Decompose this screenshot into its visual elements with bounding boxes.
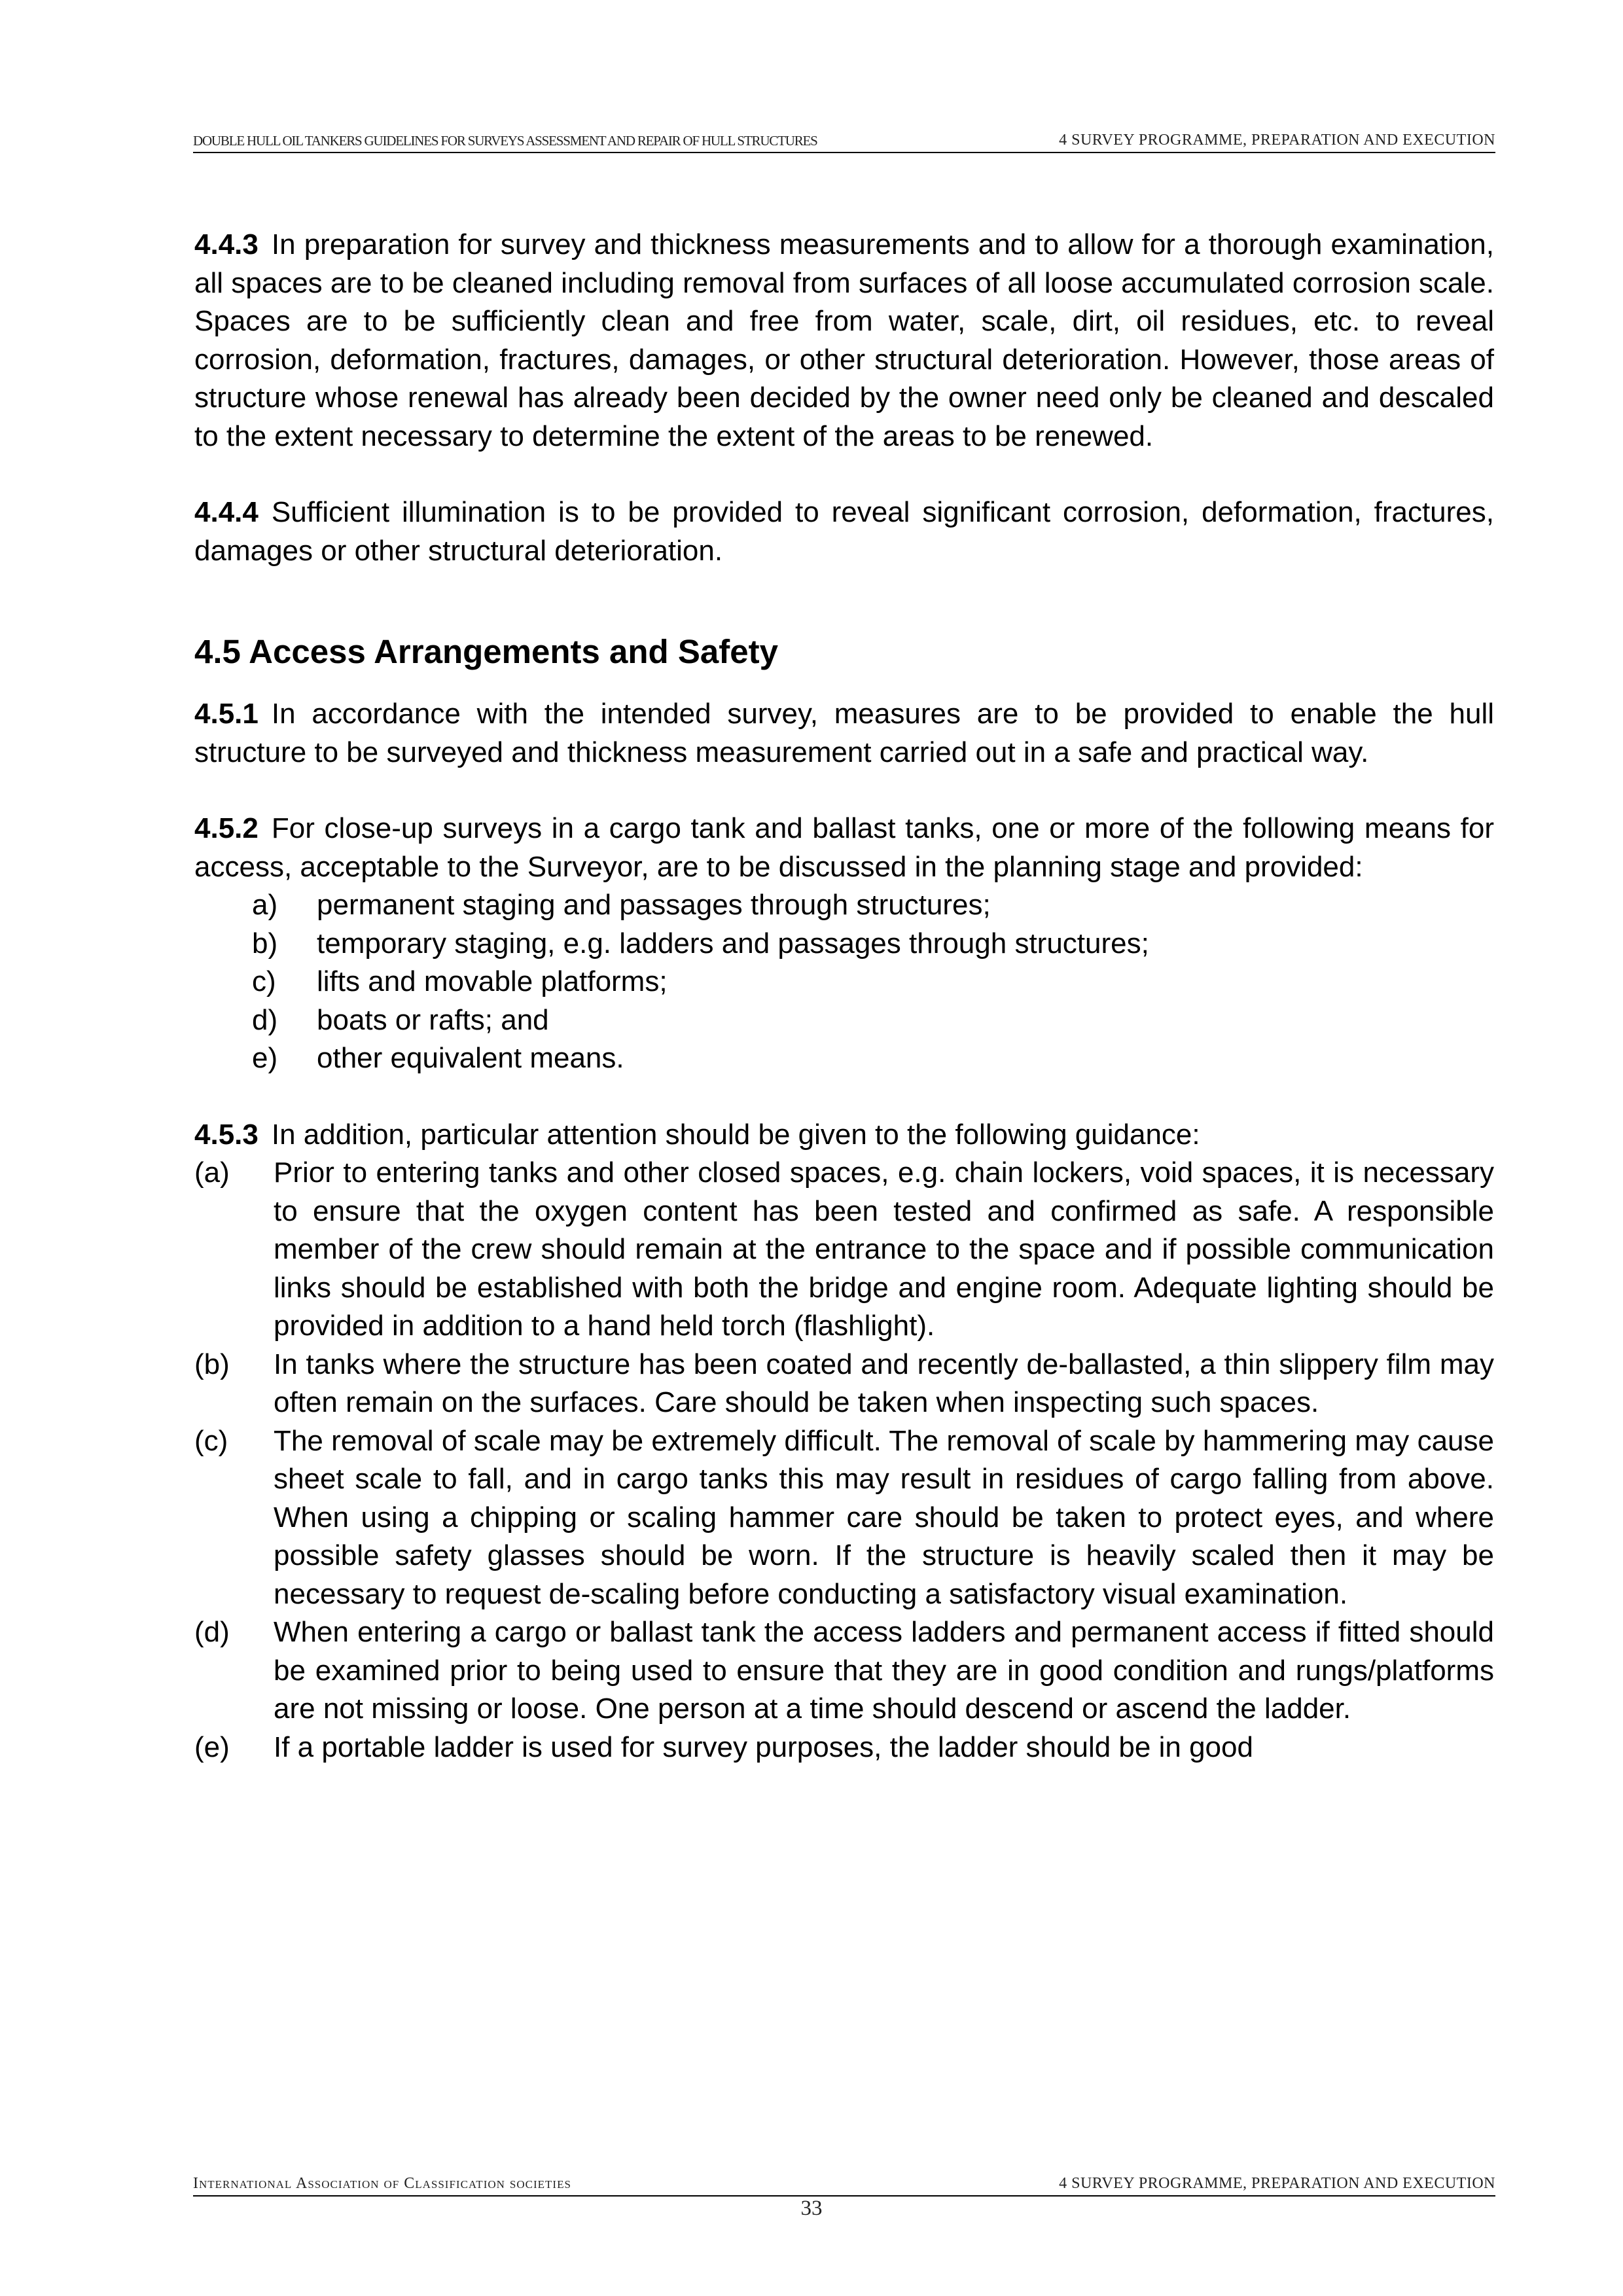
list-marker: (b) xyxy=(194,1348,230,1380)
paragraph-text: In preparation for survey and thickness measurements and to allow for a thorough examination, all spaces are to be cleaned including removal from surfaces of all loose accumulated corrosion scale. Spaces are to be sufficiently clean and free from water, scale, dirt, oil residues, etc. to reveal corrosion, deformation, fractures, damages, or other structural deterioration. However, those areas of structure whose renewal has already been decided by the owner need only be cleaned and descaled to the extent necessary to determine the extent of the areas to be renewed. xyxy=(194,228,1494,452)
paragraph-text: For close-up surveys in a cargo tank and ballast tanks, one or more of the following means for access, acceptable to the Surveyor, are to be discussed in the planning stage and provided: xyxy=(194,812,1494,883)
list-marker: d) xyxy=(252,1003,278,1036)
list-marker: (a) xyxy=(194,1157,230,1189)
list-marker: (c) xyxy=(194,1424,228,1457)
list-item xyxy=(194,1729,1494,1767)
paragraph-text: In accordance with the intended survey, measures are to be provided to enable the hull structure to be surveyed and thickness measurement carried out in a safe and practical way. xyxy=(194,698,1494,768)
list-item-text: Prior to entering tanks and other closed spaces, e.g. chain lockers, void spaces, it is necessary to ensure that the oxygen content has been tested and confirmed as safe. A responsible member of the crew should remain at the entrance to the space and if possible communication links should be established with both the bridge and engine room. Adequate lighting should be provided in addition to a hand held torch (flashlight). xyxy=(274,1157,1494,1342)
list-marker: b) xyxy=(252,927,278,960)
list-item-text: If a portable ladder is used for survey purposes, the ladder should be in good xyxy=(274,1731,1253,1763)
page-number: 33 xyxy=(800,2197,823,2220)
list-item xyxy=(194,925,1494,963)
paragraph-4-5-3 xyxy=(194,1116,1494,1155)
list-marker: a) xyxy=(252,889,278,921)
paragraph-4-5-2 xyxy=(194,810,1494,886)
list-item-text: lifts and movable platforms; xyxy=(317,965,668,997)
list-item xyxy=(194,1346,1494,1422)
footer-chapter-title: 4 SURVEY PROGRAMME, PREPARATION AND EXECUTION xyxy=(1059,2175,1495,2192)
list-item-text: permanent staging and passages through structures; xyxy=(317,889,991,921)
paragraph-4-4-3 xyxy=(194,226,1494,456)
list-marker: e) xyxy=(252,1042,278,1074)
paragraph-number: 4.5.2 xyxy=(194,812,259,844)
paragraph-number: 4.5.1 xyxy=(194,698,259,730)
header-chapter-title: 4 SURVEY PROGRAMME, PREPARATION AND EXECUTION xyxy=(1059,132,1495,149)
paragraph-4-4-4 xyxy=(194,493,1494,570)
paragraph-number: 4.4.4 xyxy=(194,496,259,528)
list-item xyxy=(194,1422,1494,1614)
list-item xyxy=(194,1154,1494,1346)
page-body xyxy=(194,226,1494,1767)
list-item xyxy=(194,1613,1494,1729)
list-item-text: other equivalent means. xyxy=(317,1042,624,1074)
list-item-text: The removal of scale may be extremely difficult. The removal of scale by hammering may cause sheet scale to fall, and in cargo tanks this may result in residues of cargo falling from above. When using a chipping or scaling hammer care should be taken to protect eyes, and where possible safety glasses should be worn. If the structure is heavily scaled then it may be necessary to request de-scaling before conducting a satisfactory visual examination. xyxy=(274,1424,1494,1610)
list-item-text: In tanks where the structure has been coated and recently de-ballasted, a thin slippery film may often remain on the surfaces. Care should be taken when inspecting such spaces. xyxy=(274,1348,1494,1418)
paragraph-text: Sufficient illumination is to be provided to reveal significant corrosion, deformation, fractures, damages or other structural deterioration. xyxy=(194,496,1494,567)
section-heading: 4.5 Access Arrangements and Safety xyxy=(194,633,778,670)
safety-guidance-list xyxy=(194,1154,1494,1767)
list-item xyxy=(194,1001,1494,1040)
running-header xyxy=(193,128,1495,153)
list-item-text: temporary staging, e.g. ladders and passages through structures; xyxy=(317,927,1149,960)
paragraph-4-5-1 xyxy=(194,695,1494,772)
footer-organisation: International Association of Classification societies xyxy=(193,2175,571,2192)
list-item xyxy=(194,886,1494,925)
paragraph-text: In addition, particular attention should be given to the following guidance: xyxy=(271,1118,1200,1151)
paragraph-number: 4.4.3 xyxy=(194,228,259,260)
running-footer xyxy=(193,2172,1495,2197)
list-item-text: When entering a cargo or ballast tank the access ladders and permanent access if fitted should be examined prior to being used to ensure that they are in good condition and rungs/platforms are not missing or loose. One person at a time should descend or ascend the ladder. xyxy=(274,1616,1494,1725)
list-marker: (e) xyxy=(194,1731,230,1763)
list-item xyxy=(194,1039,1494,1078)
list-item-text: boats or rafts; and xyxy=(317,1003,549,1036)
access-means-list xyxy=(194,886,1494,1078)
list-item xyxy=(194,963,1494,1001)
list-marker: c) xyxy=(252,965,276,997)
header-document-title: DOUBLE HULL OIL TANKERS GUIDELINES FOR SURVEYS ASSESSMENT AND REPAIR OF HULL STRUCTURES xyxy=(193,133,817,149)
paragraph-number: 4.5.3 xyxy=(194,1118,259,1151)
list-marker: (d) xyxy=(194,1616,230,1648)
